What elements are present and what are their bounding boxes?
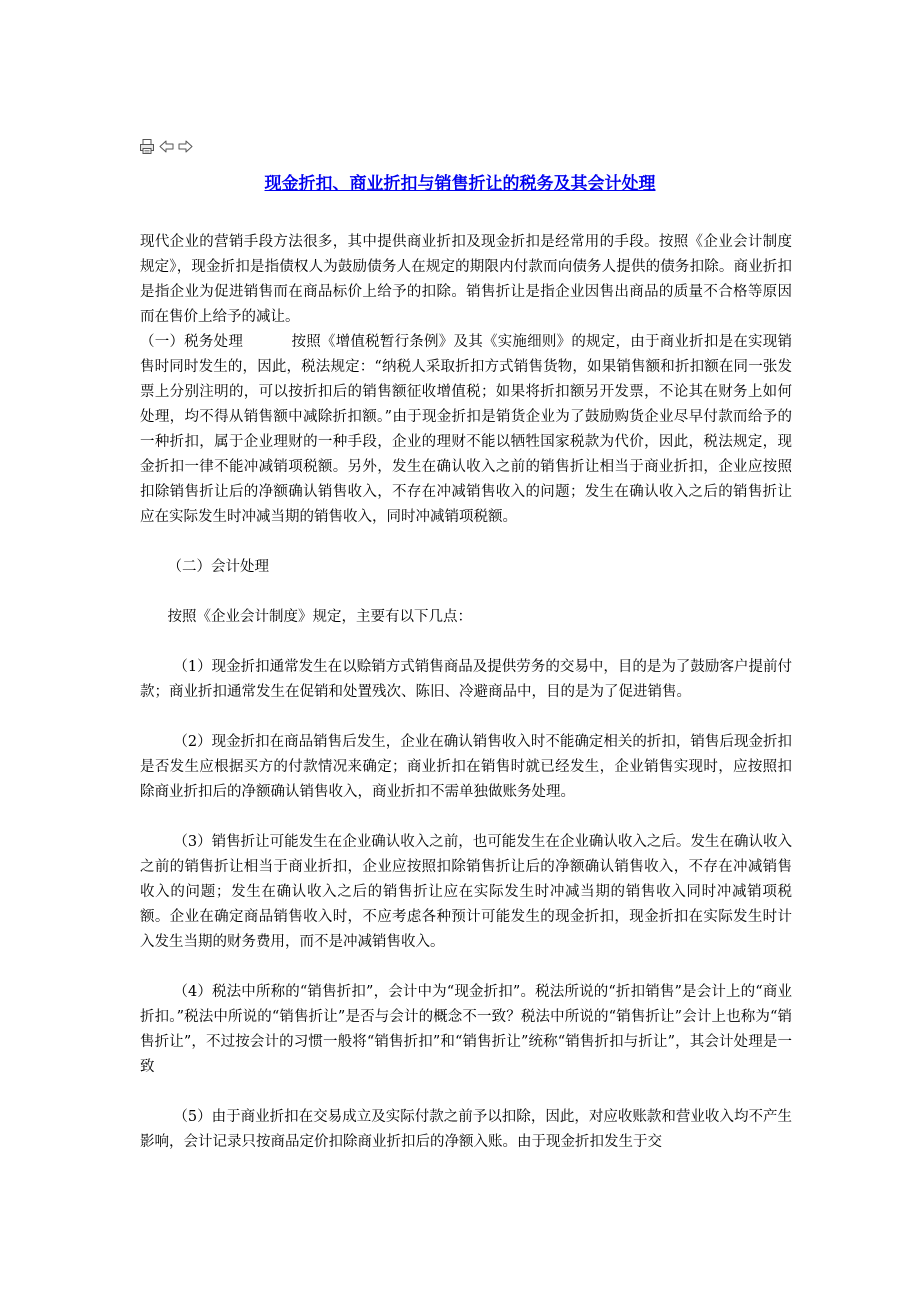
article-body	[140, 230, 792, 1155]
back-arrow-icon[interactable]	[158, 138, 175, 155]
toolbar	[139, 137, 194, 155]
section2-heading: （二）会计处理	[167, 559, 270, 575]
forward-arrow-icon[interactable]	[177, 138, 194, 155]
point-1: （1）现金折扣通常发生在以赊销方式销售商品及提供劳务的交易中，目的是为了鼓励客户提前付款；商业折扣通常发生在促销和处置残次、陈旧、冷避商品中，目的是为了促进销售。	[140, 659, 792, 700]
page-title	[0, 172, 920, 196]
point-2: （2）现金折扣在商品销售后发生，企业在确认销售收入时不能确定相关的折扣，销售后现金折扣是否发生应根据买方的付款情况来确定；商业折扣在销售时就已经发生，企业销售实现时，应按照扣除商业折扣后的净额确认销售收入，商业折扣不需单独做账务处理。	[140, 734, 792, 800]
point-4: （4）税法中所称的“销售折扣”，会计中为“现金折扣”。税法所说的“折扣销售”是会计上的“商业折扣。”税法中所说的“销售折让”是否与会计的概念不一致？税法中所说的“销售折让”会计上也称为“销售折让”，不过按会计的习惯一般将“销售折扣”和“销售折让”统称“销售折扣与折让”，其会计处理是一致	[140, 984, 792, 1075]
intro-paragraph: 现代企业的营销手段方法很多，其中提供商业折扣及现金折扣是经常用的手段。按照《企业会计制度规定》，现金折扣是指债权人为鼓励债务人在规定的期限内付款而向债务人提供的债务扣除。商业折扣是指企业为促进销售而在商品标价上给予的扣除。销售折让是指企业因售出商品的质量不合格等原因而在售价上给予的减让。	[140, 234, 792, 325]
title-link[interactable]: 现金折扣、商业折扣与销售折让的税务及其会计处理	[264, 174, 656, 194]
section1-heading: （一）税务处理	[140, 334, 244, 350]
section1-paragraph	[140, 330, 792, 530]
section1-body: 按照《增值税暂行条例》及其《实施细则》的规定，由于商业折扣是在实现销售时同时发生的，因此，税法规定：“纳税人采取折扣方式销售货物，如果销售额和折扣额在同一张发票上分别注明的，可以按折扣后的销售额征收增值税；如果将折扣额另开发票，不论其在财务上如何处理，均不得从销售额中减除折扣额。”由于现金折扣是销货企业为了鼓励购货企业尽早付款而给予的一种折扣，属于企业理财的一种手段，企业的理财不能以牺牲国家税款为代价，因此，税法规定，现金折扣一律不能冲减销项税额。另外，发生在确认收入之前的销售折让相当于商业折扣，企业应按照扣除销售折让后的净额确认销售收入，不存在冲减销售收入的问题；发生在确认收入之后的销售折让应在实际发生时冲减当期的销售收入，同时冲减销项税额。	[140, 334, 793, 525]
print-icon[interactable]	[139, 138, 156, 155]
section2-intro: 按照《企业会计制度》规定，主要有以下几点：	[167, 609, 473, 625]
point-3: （3）销售折让可能发生在企业确认收入之前，也可能发生在企业确认收入之后。发生在确认收入之前的销售折让相当于商业折扣，企业应按照扣除销售折让后的净额确认销售收入，不存在冲减销售收入的问题；发生在确认收入之后的销售折让应在实际发生时冲减当期的销售收入同时冲减销项税额。企业在确定商品销售收入时，不应考虑各种预计可能发生的现金折扣，现金折扣在实际发生时计入发生当期的财务费用，而不是冲减销售收入。	[140, 834, 792, 950]
point-5: （5）由于商业折扣在交易成立及实际付款之前予以扣除，因此，对应收账款和营业收入均不产生影响，会计记录只按商品定价扣除商业折扣后的净额入账。由于现金折扣发生于交	[140, 1109, 792, 1150]
